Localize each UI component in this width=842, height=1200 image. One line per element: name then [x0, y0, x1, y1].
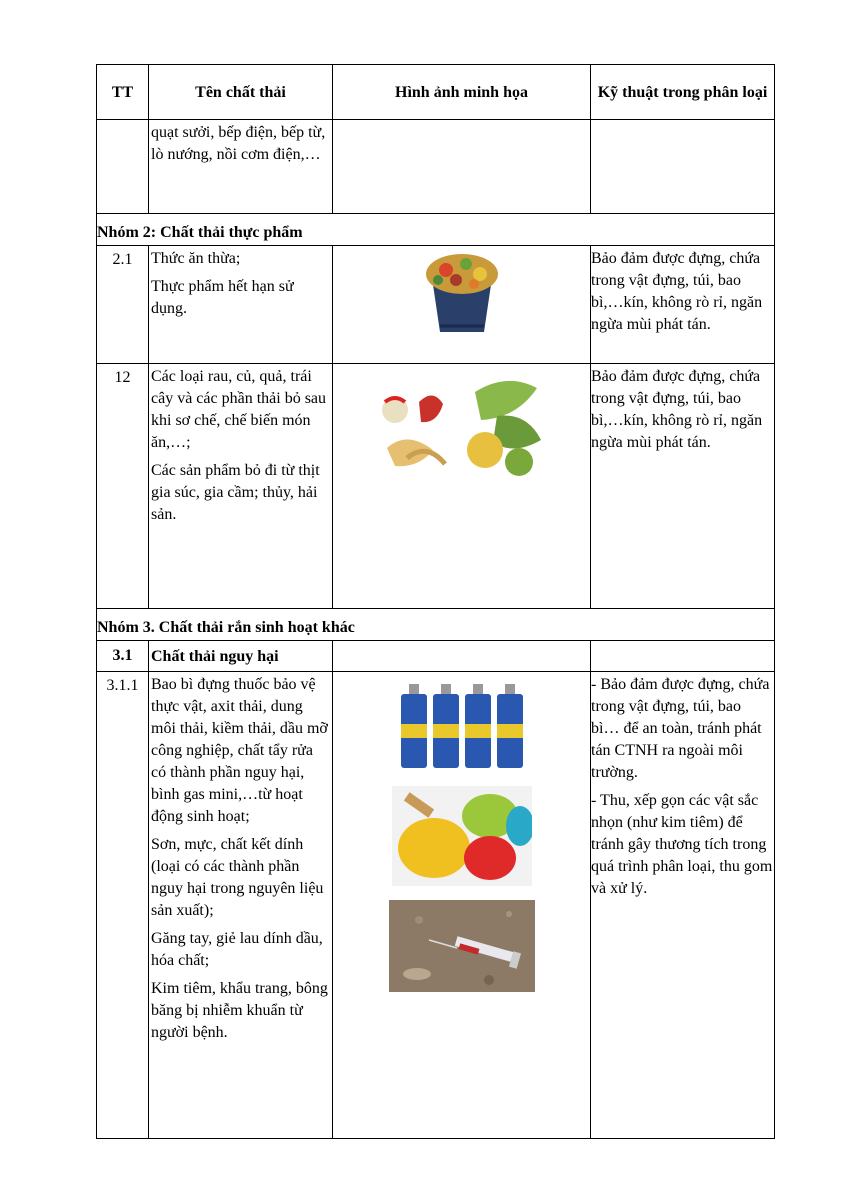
header-illustration: Hình ảnh minh họa — [333, 65, 591, 120]
group3-title: Nhóm 3. Chất thải rắn sinh hoạt khác — [97, 609, 775, 641]
technique-text: Bảo đảm được đựng, chứa trong vật đựng, túi, bao bì,…kín, không rò rỉ, ngăn ngừa mùi phát tán. — [591, 250, 763, 333]
table-row — [97, 120, 775, 214]
waste-name: Sơn, mực, chất kết dính (loại có các thành phần nguy hại trong nguyên liệu sản xuất); — [151, 836, 324, 919]
subgroup-tt: 3.1 — [97, 641, 149, 672]
header-waste-name: Tên chất thải — [149, 65, 333, 120]
header-row — [97, 65, 775, 120]
group-row — [97, 609, 775, 641]
gas-canisters-photo-icon — [397, 680, 527, 772]
technique-text: Bảo đảm được đựng, chứa trong vật đựng, túi, bao bì,…kín, không rò rỉ, ngăn ngừa mùi phát tán. — [591, 368, 763, 451]
waste-name: Thực phẩm hết hạn sử dụng. — [151, 278, 294, 317]
group-row — [97, 214, 775, 246]
waste-name: Bao bì đựng thuốc bảo vệ thực vật, axit thải, dung môi thải, kiềm thải, dầu mỡ công nghiệp, chất tẩy rửa có thành phần nguy hại, bình gas mini,…từ hoạt động sinh hoạt; — [151, 676, 328, 825]
fruit-peels-photo-icon — [377, 372, 547, 482]
continuation-name: quạt sưởi, bếp điện, bếp từ, lò nướng, nồi cơm điện,… — [149, 120, 333, 214]
row-tt: 2.1 — [97, 246, 149, 364]
subgroup-row — [97, 641, 775, 672]
waste-name: Các sản phẩm bỏ đi từ thịt gia súc, gia cầm; thủy, hải sản. — [151, 462, 320, 523]
group2-title: Nhóm 2: Chất thải thực phẩm — [97, 214, 775, 246]
table-row — [97, 364, 775, 609]
row-tt: 3.1.1 — [97, 672, 149, 1139]
subgroup-name: Chất thải nguy hại — [149, 641, 333, 672]
table-row — [97, 246, 775, 364]
paint-cans-photo-icon — [392, 786, 532, 886]
technique-text: - Bảo đảm được đựng, chứa trong vật đựng, túi, bao bì… để an toàn, tránh phát tán CTNH ra ngoài môi trường. — [591, 676, 770, 781]
waste-classification-table — [96, 64, 775, 1139]
table-row — [97, 672, 775, 1139]
waste-name: Kim tiêm, khẩu trang, bông băng bị nhiễm khuẩn từ người bệnh. — [151, 980, 328, 1041]
syringe-photo-icon — [389, 900, 535, 992]
technique-text: - Thu, xếp gọn các vật sắc nhọn (như kim tiêm) để tránh gây thương tích trong quá trình phân loại, thu gom và xử lý. — [591, 792, 773, 897]
waste-name: Thức ăn thừa; — [151, 250, 241, 267]
waste-name: Găng tay, giẻ lau dính dầu, hóa chất; — [151, 930, 323, 969]
header-technique: Kỹ thuật trong phân loại — [591, 65, 775, 120]
header-tt: TT — [97, 65, 149, 120]
food-waste-bucket-photo-icon — [422, 246, 502, 336]
row-tt: 12 — [97, 364, 149, 609]
waste-name: Các loại rau, củ, quả, trái cây và các phần thải bỏ sau khi sơ chế, chế biến món ăn,…; — [151, 368, 327, 451]
